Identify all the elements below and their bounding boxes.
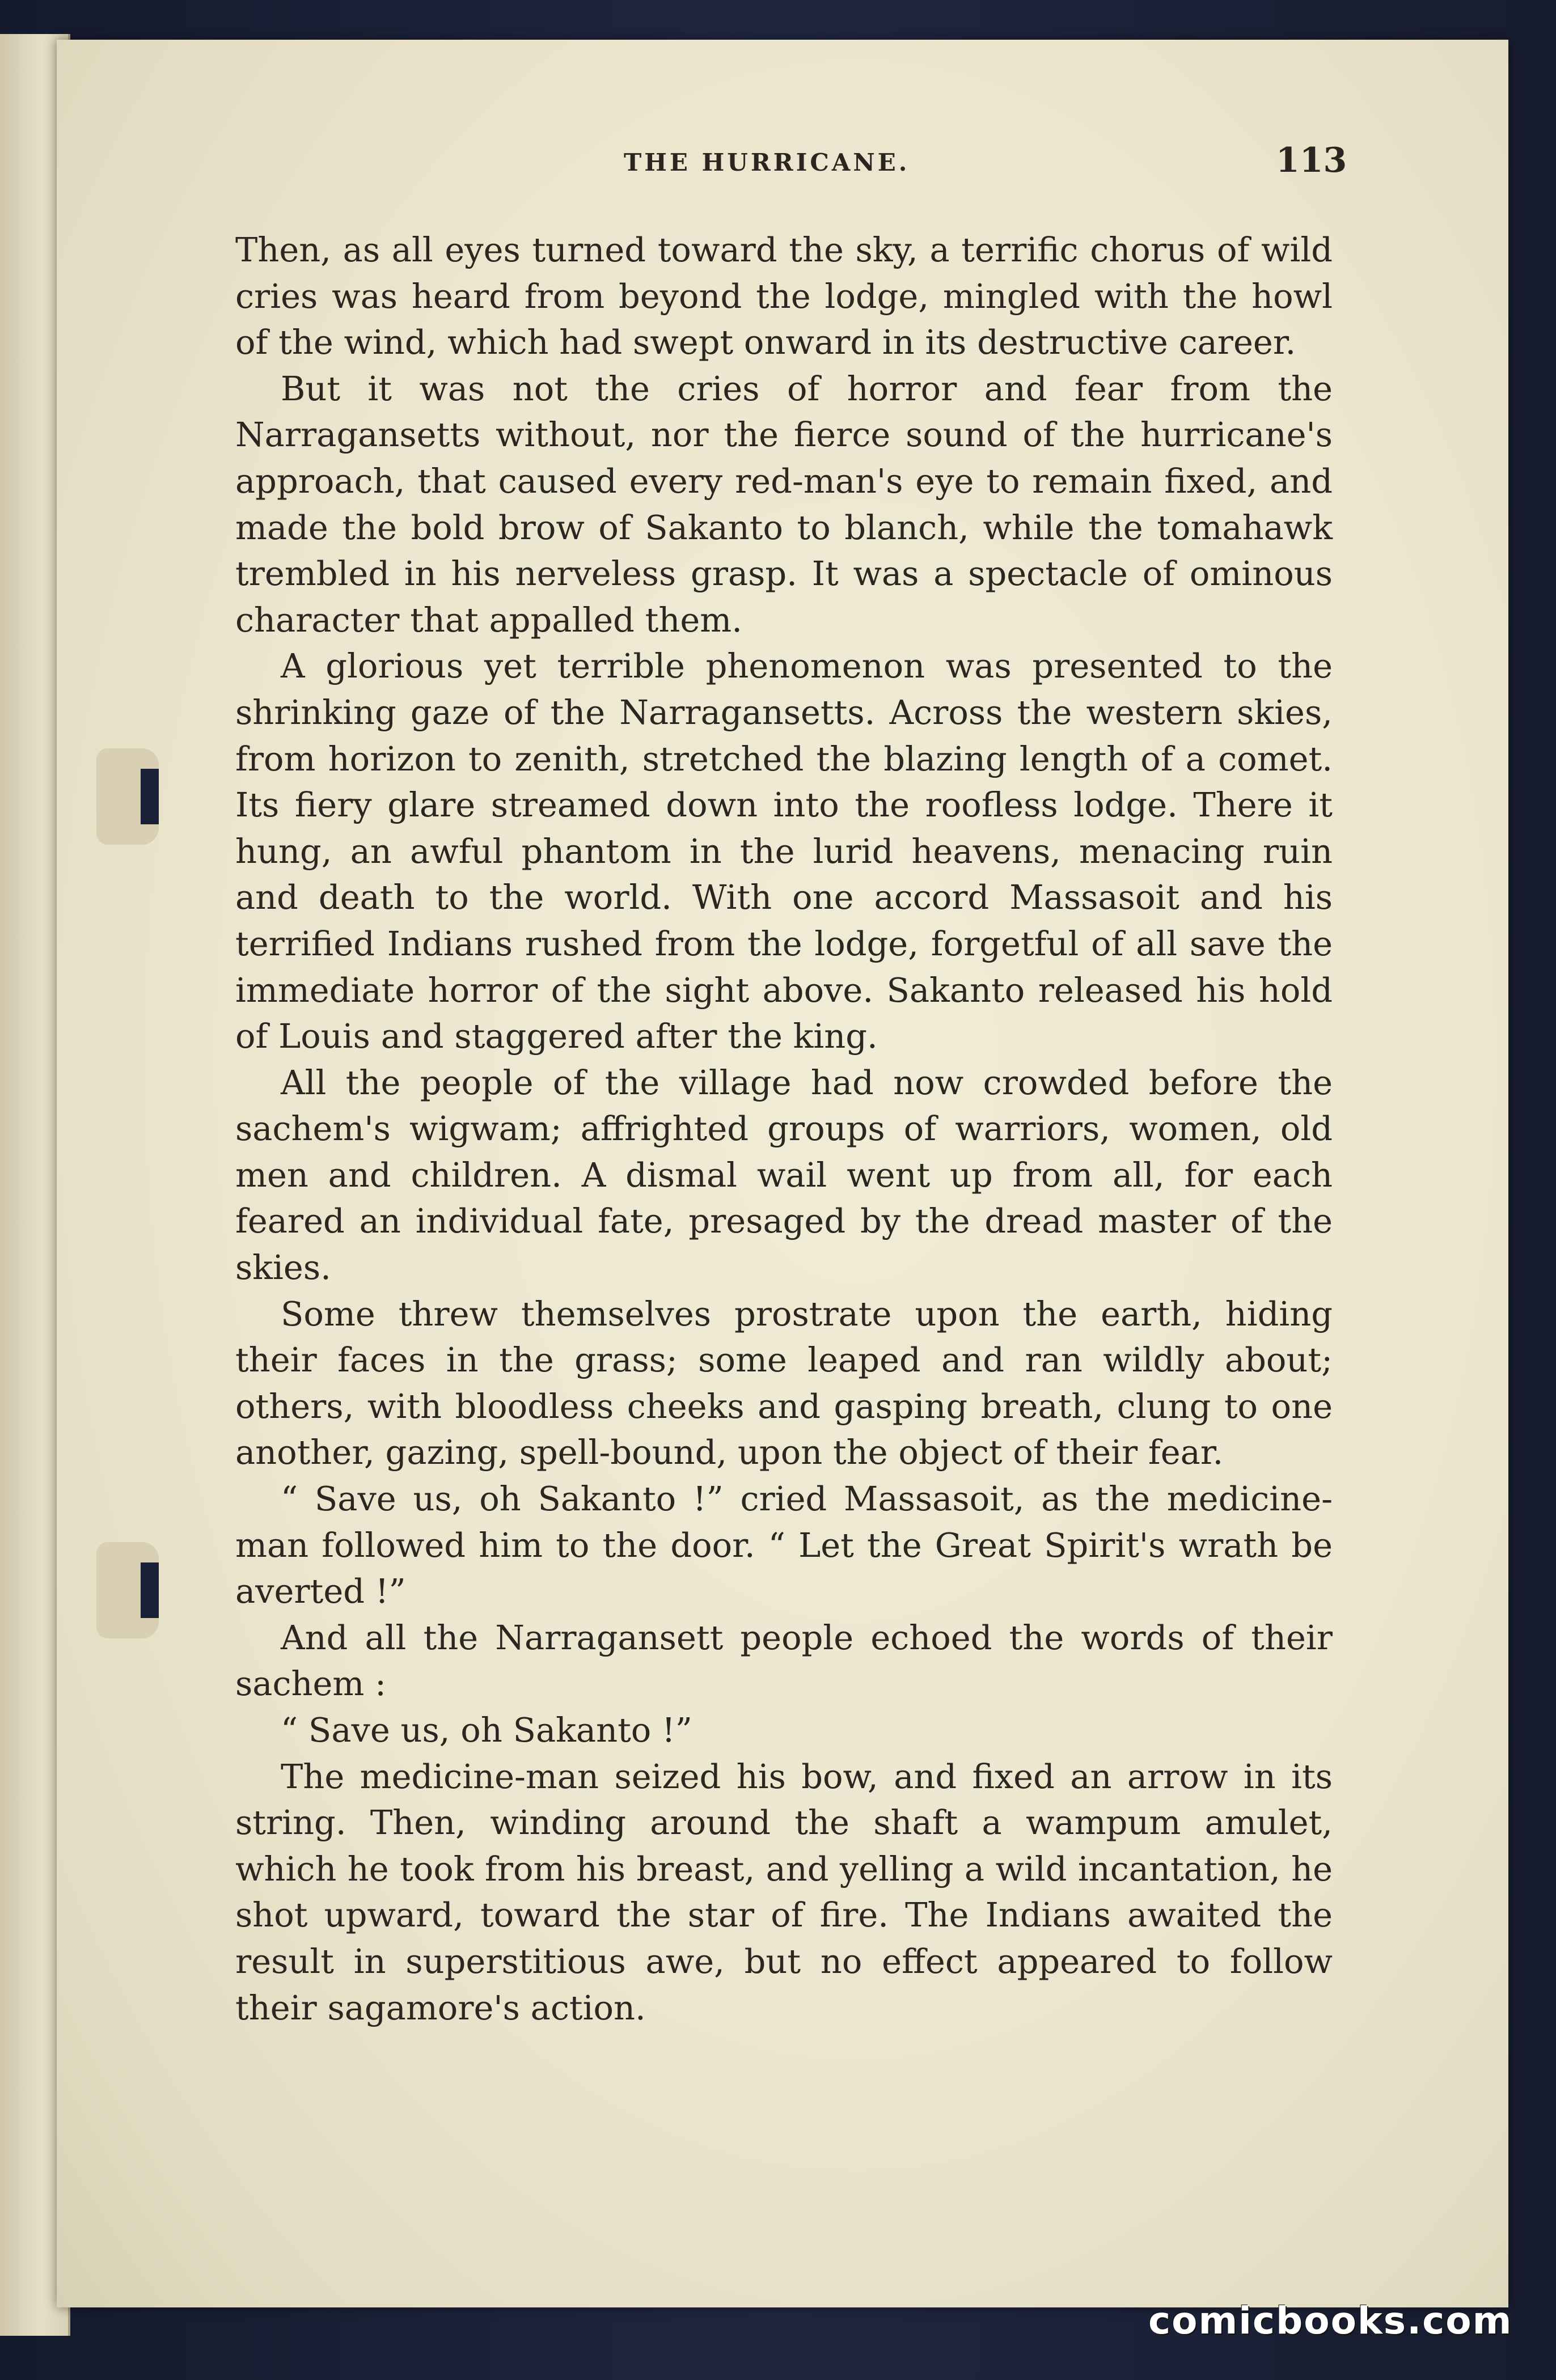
paragraph: All the people of the village had now crowded before the sachem's wigwam; affrighted groups of warriors, women, old men and children. A dismal wail went up from all, for each feared an individual fate, presaged by the dread master of the skies. — [235, 1062, 1333, 1288]
page-number: 113 — [1276, 141, 1347, 180]
paragraph: And all the Narragansett people echoed the words of their sachem : — [235, 1617, 1333, 1704]
paragraph: “ Save us, oh Sakanto !” cried Massasoit, as the medicine-man followed him to the door. “ Let the Great Spirit's wrath be averted !” — [235, 1479, 1333, 1611]
paragraph: “ Save us, oh Sakanto !” — [281, 1710, 692, 1750]
body-text — [235, 227, 1333, 2031]
running-head-title: THE HURRICANE. — [624, 149, 910, 176]
binding-hole — [96, 748, 159, 845]
paragraph: Then, as all eyes turned toward the sky, a terrific chorus of wild cries was heard from beyond the lodge, mingled with the howl of the wind, which had swept onward in its destructive career. — [235, 230, 1333, 362]
site-watermark: comicbooks.com — [1148, 2299, 1513, 2343]
paragraph: But it was not the cries of horror and fear from the Narragansetts without, nor the fierce sound of the hurricane's approach, that caused every red-man's eye to remain fixed, and made the bold brow of Sakanto to blanch, while the tomahawk trembled in his nerveless grasp. It was a spectacle of ominous character that appalled them. — [235, 369, 1333, 640]
paragraph: The medicine-man seized his bow, and fixed an arrow in its string. Then, winding around the shaft a wampum amulet, which he took from his breast, and yelling a wild incantation, he shot upward, toward the star of fire. The Indians awaited the result in superstitious awe, but no effect appeared to follow their sagamore's action. — [235, 1756, 1333, 2027]
paragraph: A glorious yet terrible phenomenon was presented to the shrinking gaze of the Narragansetts. Across the western skies, from horizon to zenith, stretched the blazing length of a comet. Its fiery glare streamed down into the roofless lodge. There it hung, an awful phantom in the lurid heavens, menacing ruin and death to the world. With one accord Massasoit and his terrified Indians rushed from the lodge, forgetful of all save the immediate horror of the sight above. Sakanto released his hold of Louis and staggered after the king. — [235, 646, 1333, 1056]
binding-hole — [96, 1542, 159, 1638]
paragraph: Some threw themselves prostrate upon the earth, hiding their faces in the grass; some leaped and ran wildly about; others, with bloodless cheeks and gasping breath, clung to one another, gazing, spell-bound, upon the object of their fear. — [235, 1294, 1333, 1472]
